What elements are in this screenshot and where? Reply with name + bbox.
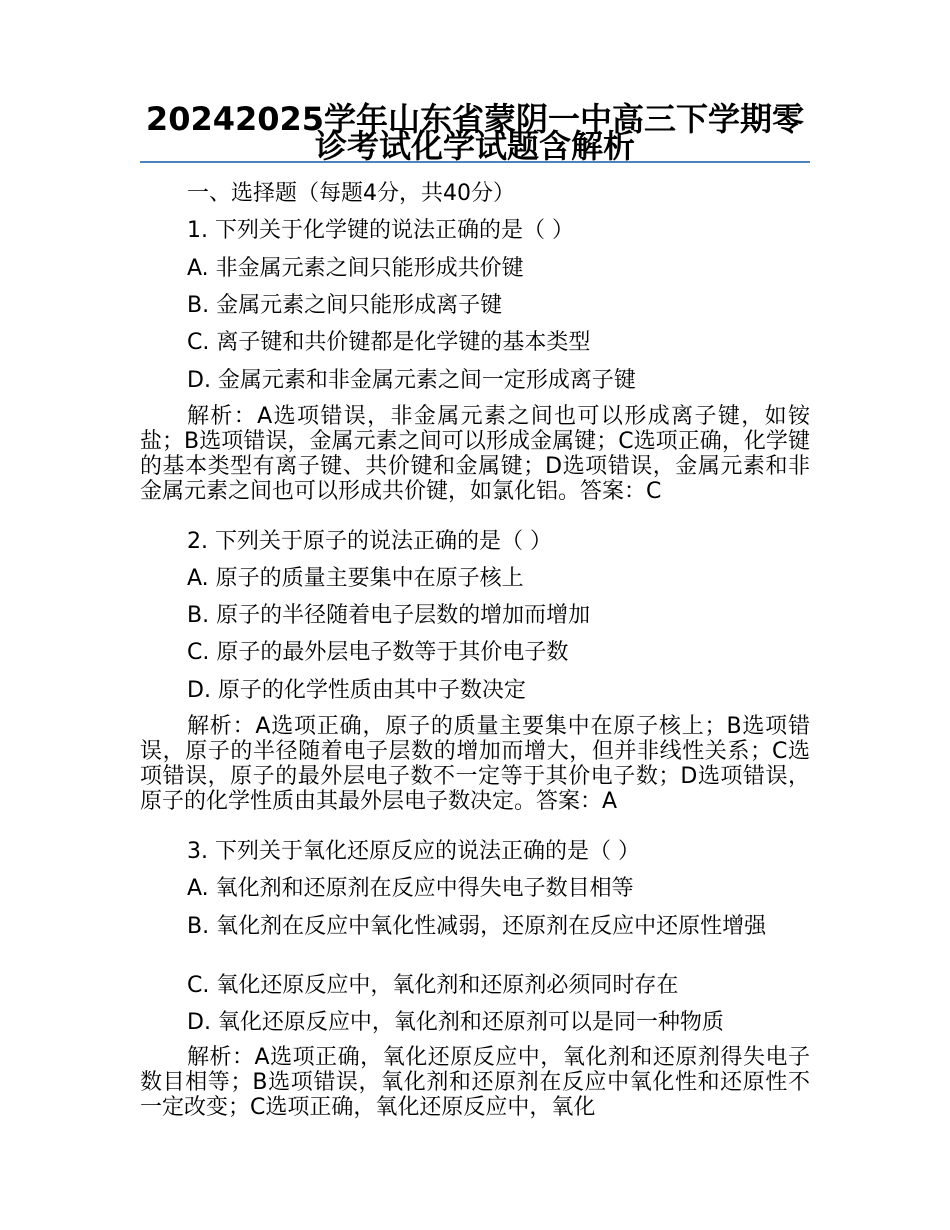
question-1-option-a: A. 非金属元素之间只能形成共价键: [187, 256, 524, 281]
question-1-analysis: 解析：A选项错误，非金属元素之间也可以形成离子键，如铵盐；B选项错误，金属元素之间可以形成金属键；C选项正确，化学键的基本类型有离子键、共价键和金属键；D选项错误，金属元素和非金属元素之间也可以形成共价键，如氯化铝。答案：C: [140, 404, 810, 504]
section-heading: 一、选择题（每题4分，共40分）: [187, 181, 515, 206]
question-3-analysis: 解析：A选项正确，氧化还原反应中，氧化剂和还原剂得失电子数目相等；B选项错误，氧化剂和还原剂在反应中氧化性和还原性不一定改变；C选项正确，氧化还原反应中，氧化: [140, 1045, 810, 1120]
question-3-option-b: B. 氧化剂在反应中氧化性减弱，还原剂在反应中还原性增强: [187, 914, 767, 939]
question-1-option-c: C. 离子键和共价键都是化学键的基本类型: [187, 330, 591, 355]
question-1-option-b: B. 金属元素之间只能形成离子键: [187, 293, 503, 318]
question-2-stem: 2. 下列关于原子的说法正确的是（ ）: [187, 529, 552, 554]
question-3-option-d: D. 氧化还原反应中，氧化剂和还原剂可以是同一种物质: [187, 1010, 724, 1035]
title-underline: [140, 161, 810, 163]
question-3-option-a: A. 氧化剂和还原剂在反应中得失电子数目相等: [187, 876, 634, 901]
question-1-stem: 1. 下列关于化学键的说法正确的是（ ）: [187, 218, 574, 243]
question-2-option-a: A. 原子的质量主要集中在原子核上: [187, 566, 524, 591]
question-2-analysis: 解析：A选项正确，原子的质量主要集中在原子核上；B选项错误，原子的半径随着电子层数的增加而增大，但并非线性关系；C选项错误，原子的最外层电子数不一定等于其价电子数；D选项错误，原子的化学性质由其最外层电子数决定。答案：A: [140, 714, 810, 814]
question-2-option-b: B. 原子的半径随着电子层数的增加而增加: [187, 603, 591, 628]
page-title: 20242025学年山东省蒙阴一中高三下学期零诊考试化学试题含解析: [145, 100, 805, 165]
question-1-option-d: D. 金属元素和非金属元素之间一定形成离子键: [187, 368, 636, 393]
question-2-option-d: D. 原子的化学性质由其中子数决定: [187, 678, 526, 703]
question-3-option-c: C. 氧化还原反应中，氧化剂和还原剂必须同时存在: [187, 973, 679, 998]
question-3-stem: 3. 下列关于氧化还原反应的说法正确的是（ ）: [187, 839, 640, 864]
question-2-option-c: C. 原子的最外层电子数等于其价电子数: [187, 640, 569, 665]
